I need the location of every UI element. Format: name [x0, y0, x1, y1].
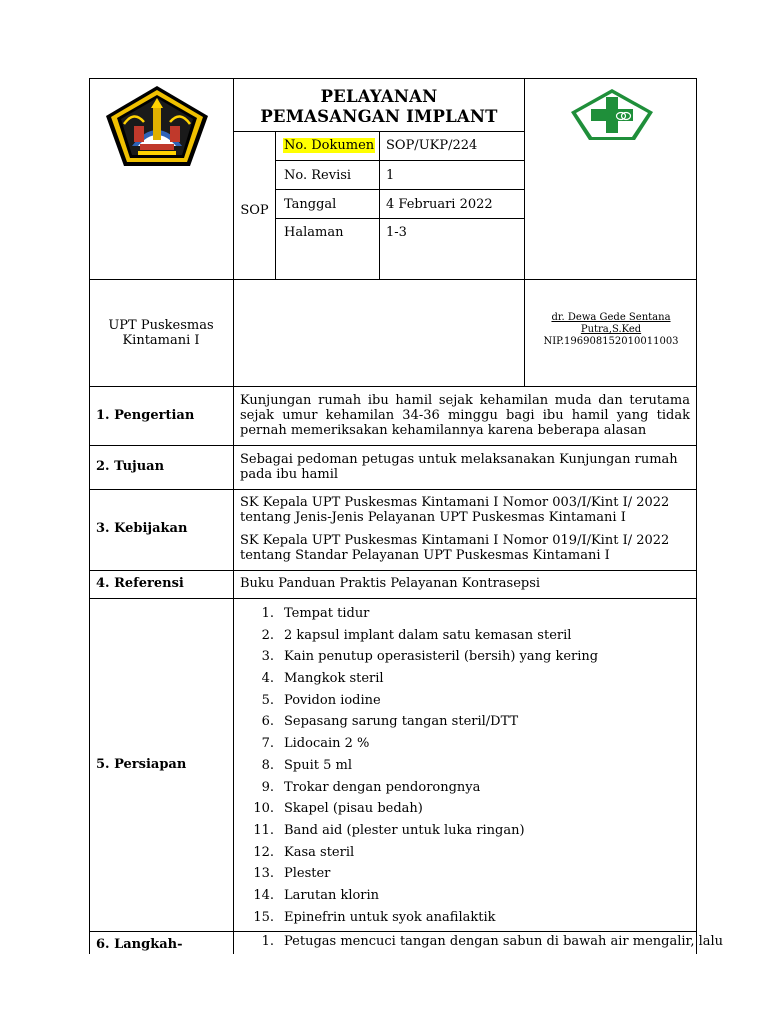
list-item — [250, 668, 690, 690]
list-item — [250, 798, 690, 820]
section-label-referensi: 4. Referensi — [96, 576, 184, 591]
divider — [233, 131, 524, 132]
list-item-text: 2 kapsul implant dalam satu kemasan steril — [284, 627, 572, 643]
list-item-text: Epinefrin untuk syok anafilaktik — [284, 909, 496, 925]
divider — [89, 445, 697, 446]
list-item-text: Larutan klorin — [284, 887, 380, 903]
list-item-text: Trokar dengan pendorongnya — [284, 779, 481, 795]
meta-value-no-dokumen: SOP/UKP/224 — [386, 138, 478, 153]
signatory-nip: NIP.196908152010011003 — [543, 336, 679, 347]
divider — [89, 570, 697, 571]
title-line: PELAYANAN — [320, 87, 438, 106]
list-item-text: Kain penutup operasisteril (bersih) yang kering — [284, 649, 599, 665]
sop-label: SOP — [240, 203, 269, 218]
list-item — [250, 646, 690, 668]
list-item-number: 8. — [261, 757, 274, 773]
list-item-number: 3. — [261, 649, 274, 665]
section-text-kebijakan-1: SK Kepala UPT Puskesmas Kintamani I Nomor 003/I/Kint I/ 2022 tentang Jenis-Jenis Pelayanan UPT Puskesmas Kintamani I — [240, 495, 670, 525]
divider — [379, 131, 380, 279]
meta-key-no-dokumen — [283, 138, 375, 154]
list-item-text: Povidon iodine — [284, 692, 381, 708]
meta-value-tanggal: 4 Februari 2022 — [386, 197, 493, 212]
list-item-number: 14. — [253, 887, 274, 903]
list-item-text: Band aid (plester untuk luka ringan) — [284, 822, 525, 838]
divider — [89, 598, 697, 599]
meta-value-halaman: 1-3 — [386, 225, 407, 240]
list-item-number: 1. — [261, 606, 274, 621]
list-item-number: 6. — [261, 714, 274, 730]
list-item-text: Mangkok steril — [284, 671, 384, 687]
list-item — [250, 777, 690, 799]
section-text-pengertian: Kunjungan rumah ibu hamil sejak kehamilan muda dan terutama sejak umur kehamilan 34-36 minggu bagi ibu hamil yang tidak pernah memeriksakan kehamilannya karena beberapa alasan — [240, 393, 690, 438]
org-line: UPT Puskesmas — [108, 318, 214, 333]
list-item-text: Lidocain 2 % — [284, 736, 370, 752]
list-item — [250, 842, 690, 864]
divider — [233, 386, 234, 954]
divider — [275, 160, 524, 161]
section-label-tujuan: 2. Tujuan — [96, 459, 165, 474]
divider — [89, 386, 697, 387]
puskesmas-logo — [569, 88, 655, 142]
list-item — [250, 820, 690, 842]
persiapan-list — [250, 603, 690, 928]
list-item — [250, 603, 690, 625]
list-item-text: Plester — [284, 866, 331, 882]
meta-value-no-revisi: 1 — [386, 168, 395, 183]
list-item-text: Tempat tidur — [284, 606, 370, 621]
list-item — [250, 711, 690, 733]
langkah-list — [250, 931, 724, 953]
list-item-number: 7. — [261, 736, 274, 752]
document-title — [234, 87, 524, 127]
org-line: Kintamani I — [122, 333, 200, 348]
section-text-referensi: Buku Panduan Praktis Pelayanan Kontrasepsi — [240, 576, 541, 591]
list-item-number: 15. — [253, 909, 274, 925]
list-item — [250, 863, 690, 885]
divider — [275, 131, 276, 279]
list-item — [250, 755, 690, 777]
divider — [275, 189, 524, 190]
list-item-number: 9. — [261, 779, 274, 795]
section-text-kebijakan-2: SK Kepala UPT Puskesmas Kintamani I Nomor 019/I/Kint I/ 2022 tentang Standar Pelayanan UPT Puskesmas Kintamani I — [240, 533, 670, 563]
section-label-kebijakan: 3. Kebijakan — [96, 521, 188, 536]
signatory-name: dr. Dewa Gede Sentana Putra,S.Ked — [551, 312, 671, 335]
divider — [275, 218, 524, 219]
list-item-number: 5. — [261, 692, 274, 708]
list-item-text: Petugas mencuci tangan dengan sabun di bawah air mengalir, lalu — [284, 934, 724, 949]
list-item — [250, 733, 690, 755]
list-item-number: 10. — [253, 801, 274, 817]
list-item-text: Kasa steril — [284, 844, 355, 860]
list-item — [250, 931, 724, 953]
meta-key-no-revisi: No. Revisi — [284, 168, 352, 183]
meta-key-halaman: Halaman — [284, 225, 344, 240]
list-item-text: Skapel (pisau bedah) — [284, 801, 423, 817]
signatory — [524, 312, 698, 348]
list-item — [250, 690, 690, 712]
section-label-persiapan: 5. Persiapan — [96, 757, 187, 772]
list-item-number: 13. — [253, 866, 274, 882]
list-item-number: 4. — [261, 671, 274, 687]
section-label-pengertian: 1. Pengertian — [96, 408, 195, 423]
list-item-number: 2. — [261, 627, 274, 643]
meta-key-tanggal: Tanggal — [284, 197, 337, 212]
list-item-number: 12. — [253, 844, 274, 860]
section-label-langkah: 6. Langkah- — [96, 937, 183, 952]
regency-logo — [104, 84, 210, 168]
divider — [89, 279, 697, 280]
list-item — [250, 885, 690, 907]
organization-name — [89, 318, 233, 348]
list-item-number: 1. — [261, 934, 274, 949]
divider — [89, 489, 697, 490]
meta-key-highlight: No. Dokumen — [284, 138, 375, 153]
list-item — [250, 907, 690, 929]
list-item-text: Spuit 5 ml — [284, 757, 353, 773]
list-item-text: Sepasang sarung tangan steril/DTT — [284, 714, 519, 730]
title-line: PEMASANGAN IMPLANT — [260, 107, 498, 126]
section-text-tujuan: Sebagai pedoman petugas untuk melaksanakan Kunjungan rumah pada ibu hamil — [240, 452, 678, 482]
list-item-number: 11. — [253, 822, 274, 838]
list-item — [250, 625, 690, 647]
